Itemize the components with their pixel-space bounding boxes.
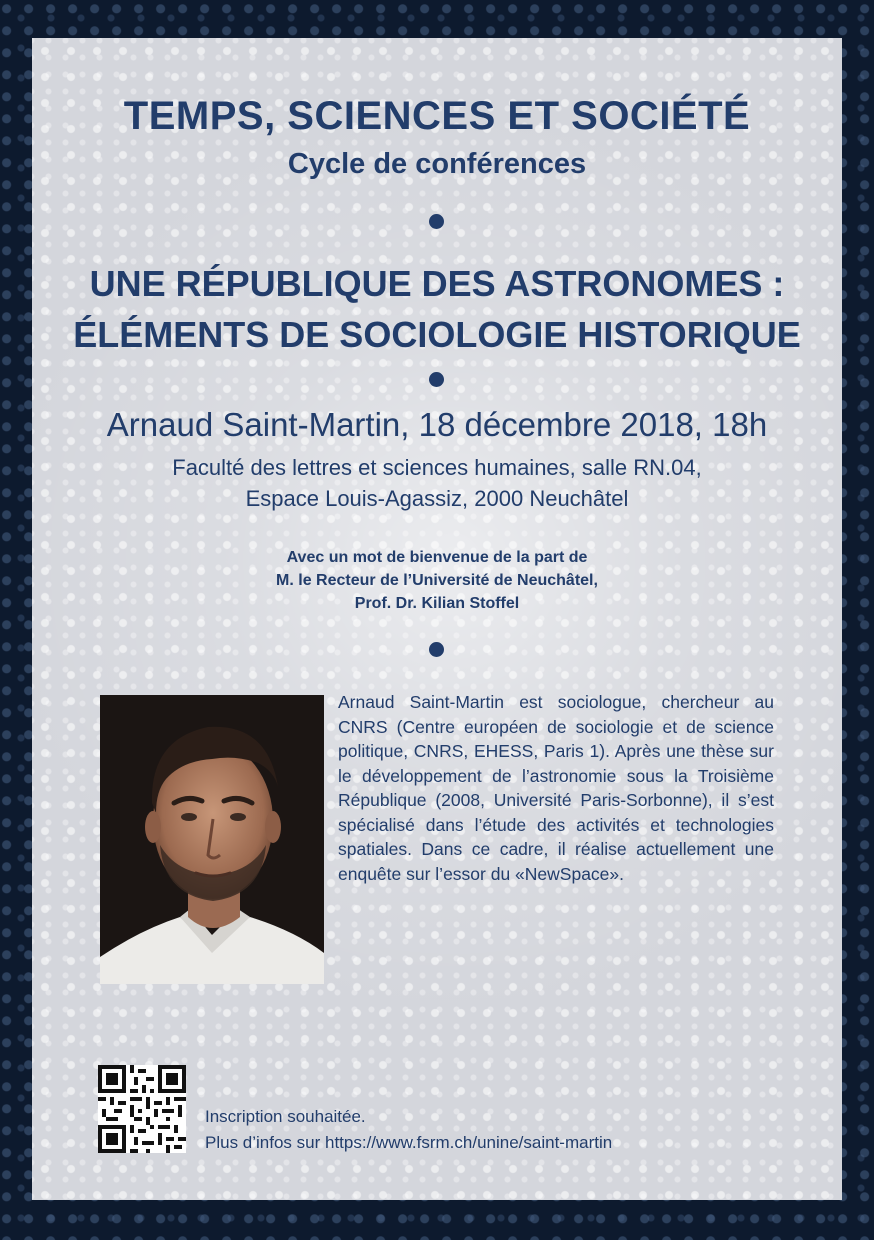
talk-title-line: ÉLÉMENTS DE SOCIOLOGIE HISTORIQUE xyxy=(73,314,801,355)
footer-info xyxy=(205,1104,612,1156)
qr-code-icon[interactable] xyxy=(98,1065,186,1153)
venue-line: Faculté des lettres et sciences humaines, salle RN.04, xyxy=(172,455,702,480)
talk-title xyxy=(32,258,842,360)
talk-title-line: UNE RÉPUBLIQUE DES ASTRONOMES : xyxy=(89,263,785,304)
welcome-note xyxy=(32,546,842,615)
poster xyxy=(32,38,842,1200)
portrait-illustration xyxy=(100,695,324,984)
dot-separator-icon xyxy=(429,642,444,657)
series-title: TEMPS, SCIENCES ET SOCIÉTÉ xyxy=(123,94,751,138)
welcome-line: M. le Recteur de l’Université de Neuchâtel, xyxy=(276,572,598,589)
speaker-bio: Arnaud Saint-Martin est sociologue, chercheur au CNRS (Centre européen de sociologie et de science politique, CNRS, EHESS, Paris 1). Après une thèse sur le développement de l’astronomie sous la Troisième République (2008, Université Paris-Sorbonne), il s’est spécialisé dans l’étude des activités et technologies spatiales. Dans ce cadre, il réalise actuellement une enquête sur l’essor du «NewSpace». xyxy=(338,692,774,884)
venue xyxy=(32,452,842,514)
registration-note: Inscription souhaitée. xyxy=(205,1107,366,1126)
welcome-line: Avec un mot de bienvenue de la part de xyxy=(286,549,588,566)
speaker-date-line: Arnaud Saint-Martin, 18 décembre 2018, 18h xyxy=(106,406,768,443)
series-subtitle: Cycle de conférences xyxy=(287,148,587,180)
dot-separator-icon xyxy=(429,214,444,229)
welcome-line: Prof. Dr. Kilian Stoffel xyxy=(354,595,520,612)
speaker-portrait xyxy=(100,695,324,984)
info-link[interactable]: Plus d’infos sur https://www.fsrm.ch/unine/saint-martin xyxy=(205,1133,613,1152)
venue-line: Espace Louis-Agassiz, 2000 Neuchâtel xyxy=(245,486,629,511)
dot-separator-icon xyxy=(429,372,444,387)
